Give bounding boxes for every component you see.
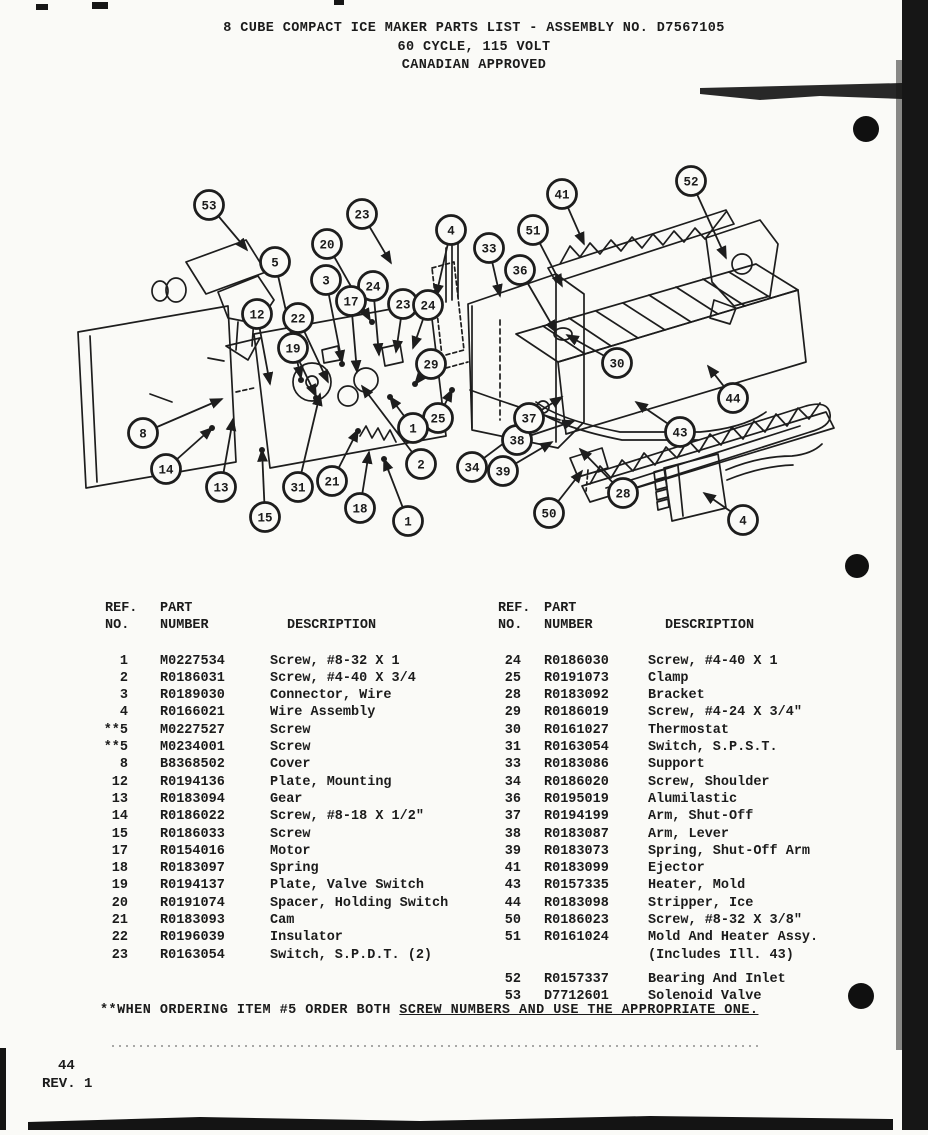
balloon-52 (677, 167, 706, 196)
balloon-21 (318, 467, 347, 496)
ref-cell: 41 (504, 861, 521, 877)
footnote-underlined: SCREW NUMBERS AND USE THE APPROPRIATE ONE. (399, 1003, 759, 1018)
table-row (100, 826, 485, 843)
ref-cell: 21 (111, 913, 128, 929)
table-row (493, 843, 888, 860)
part-cell: R0196039 (160, 930, 225, 946)
table-row (493, 947, 888, 964)
svg-text:51: 51 (525, 224, 541, 239)
desc-cell: Clamp (648, 670, 689, 686)
part-cell: R0186022 (160, 809, 225, 825)
balloon-17 (337, 287, 366, 316)
table-row (100, 739, 485, 756)
svg-text:23: 23 (354, 208, 370, 223)
table-row (100, 808, 485, 825)
svg-text:22: 22 (290, 312, 306, 327)
parts-table-right (493, 600, 888, 1006)
part-cell: B8368502 (160, 757, 225, 773)
part-cell: M0227527 (160, 722, 225, 738)
desc-cell: Spacer, Holding Switch (270, 895, 449, 911)
svg-text:25: 25 (430, 412, 446, 427)
desc-cell: Plate, Mounting (270, 774, 392, 790)
svg-text:20: 20 (319, 238, 335, 253)
desc-cell: Support (648, 757, 705, 773)
table-row (100, 670, 485, 687)
desc-cell: Connector, Wire (270, 688, 392, 704)
part-cell: R0161027 (544, 722, 609, 738)
table-row (493, 739, 888, 756)
desc-cell: Bracket (648, 688, 705, 704)
desc-cell: Screw, #8-32 X 1 (270, 653, 400, 669)
page-number: 44 (58, 1058, 75, 1074)
part-cell: R0183093 (160, 913, 225, 929)
balloon-41 (548, 180, 577, 209)
ref-cell: 13 (111, 791, 128, 807)
part-cell: R0189030 (160, 688, 225, 704)
balloon-43 (666, 418, 695, 447)
part-cell: R0183094 (160, 791, 225, 807)
balloon-36 (506, 256, 535, 285)
desc-cell: Arm, Lever (648, 826, 730, 842)
ref-cell: 29 (504, 705, 521, 721)
part-cell: R0183099 (544, 861, 609, 877)
ref-cell: 50 (504, 913, 521, 929)
part-cell: R0191074 (160, 895, 225, 911)
ref-header-line1: REF. (105, 601, 138, 616)
desc-cell: Alumilastic (648, 791, 738, 807)
ref-header-line2: NO. (498, 618, 523, 634)
balloon-1 (394, 507, 423, 536)
page-title-line1: 8 CUBE COMPACT ICE MAKER PARTS LIST - ASSEMBLY NO. D7567105 (223, 21, 725, 36)
ref-header-line2: NO. (105, 618, 130, 634)
desc-cell: Screw (270, 722, 311, 738)
svg-text:21: 21 (324, 475, 340, 490)
balloon-50 (535, 499, 564, 528)
svg-text:52: 52 (683, 175, 699, 190)
balloon-39 (489, 457, 518, 486)
svg-text:34: 34 (464, 461, 480, 476)
ref-cell: 17 (111, 843, 128, 859)
part-header-line1: PART (160, 601, 193, 616)
part-cell: R0157337 (544, 971, 609, 987)
ref-cell: 23 (111, 947, 128, 963)
desc-cell: Stripper, Ice (648, 895, 754, 911)
svg-text:8: 8 (139, 427, 147, 442)
desc-cell: Screw, #8-18 X 1/2" (270, 809, 424, 825)
desc-cell: Spring (270, 861, 319, 877)
balloon-23 (348, 200, 377, 229)
desc-cell: Bearing And Inlet (648, 971, 786, 987)
ref-cell: 44 (504, 895, 521, 911)
table-row (100, 687, 485, 704)
desc-cell: Arm, Shut-Off (648, 809, 754, 825)
footnote-prefix: **WHEN ORDERING ITEM #5 ORDER BOTH (100, 1003, 400, 1018)
table-row (100, 912, 485, 929)
ref-cell: 51 (504, 930, 521, 946)
table-row (100, 877, 485, 894)
part-cell: R0154016 (160, 843, 225, 859)
ref-cell: 24 (504, 653, 521, 669)
ref-cell: 43 (504, 878, 521, 894)
table-row (493, 929, 888, 946)
table-row (100, 756, 485, 773)
svg-text:14: 14 (158, 463, 174, 478)
svg-text:12: 12 (249, 308, 265, 323)
svg-text:5: 5 (271, 256, 279, 271)
desc-cell: Screw, Shoulder (648, 774, 770, 790)
ref-cell: 52 (504, 971, 521, 987)
revision-label: REV. 1 (42, 1076, 93, 1092)
desc-cell: Insulator (270, 930, 343, 946)
ref-cell: 53 (504, 989, 521, 1005)
table-row (493, 826, 888, 843)
part-cell: R0186030 (544, 653, 609, 669)
svg-text:3: 3 (322, 274, 330, 289)
svg-text:2: 2 (417, 458, 425, 473)
part-header-line2: NUMBER (544, 618, 593, 634)
part-cell: R0186023 (544, 913, 609, 929)
table-row (100, 860, 485, 877)
desc-cell: Screw, #4-24 X 3/4" (648, 705, 802, 721)
svg-text:19: 19 (285, 342, 301, 357)
part-cell: R0183086 (544, 757, 609, 773)
balloon-12 (243, 300, 272, 329)
desc-cell: Spring, Shut-Off Arm (648, 843, 811, 859)
balloon-2 (407, 450, 436, 479)
part-cell: R0194137 (160, 878, 225, 894)
ref-cell: 12 (111, 774, 128, 790)
ref-cell: 20 (111, 895, 128, 911)
balloon-44 (719, 384, 748, 413)
table-row (100, 722, 485, 739)
part-cell: R0186031 (160, 670, 225, 686)
table-row (493, 670, 888, 687)
desc-cell: (Includes Ill. 43) (648, 947, 794, 963)
ref-cell: 33 (504, 757, 521, 773)
desc-cell: Ejector (648, 861, 705, 877)
part-cell: M0227534 (160, 653, 225, 669)
table-row (100, 947, 485, 964)
balloon-53 (195, 191, 224, 220)
svg-text:23: 23 (395, 298, 411, 313)
table-row (493, 860, 888, 877)
page-title-line3: CANADIAN APPROVED (401, 58, 547, 73)
ref-header-line1: REF. (498, 601, 531, 616)
svg-text:39: 39 (495, 465, 511, 480)
table-header (493, 600, 888, 635)
balloon-20 (313, 230, 342, 259)
table-row (493, 877, 888, 894)
table-row (100, 704, 485, 721)
svg-text:41: 41 (554, 188, 570, 203)
balloon-24 (414, 291, 443, 320)
exploded-diagram-art (78, 210, 834, 521)
desc-cell: Screw (270, 740, 311, 756)
part-cell: R0194199 (544, 809, 609, 825)
svg-text:4: 4 (739, 514, 747, 529)
svg-text:18: 18 (352, 502, 368, 517)
scan-artifact-bottom-band (28, 1116, 893, 1130)
svg-text:15: 15 (257, 511, 273, 526)
svg-text:43: 43 (672, 426, 688, 441)
ref-cell: 8 (119, 757, 128, 773)
part-cell: R0183073 (544, 843, 609, 859)
table-header (100, 600, 485, 635)
part-cell: D7712601 (544, 989, 609, 1005)
table-row (493, 971, 888, 988)
svg-text:29: 29 (423, 358, 439, 373)
balloon-28 (609, 479, 638, 508)
desc-cell: Motor (270, 843, 311, 859)
ref-cell: **5 (103, 740, 128, 756)
desc-cell: Screw (270, 826, 311, 842)
ref-cell: 31 (504, 740, 521, 756)
ref-cell: **5 (103, 722, 128, 738)
balloon-22 (284, 304, 313, 333)
part-cell: R0186033 (160, 826, 225, 842)
ref-cell: 39 (504, 843, 521, 859)
desc-cell: Plate, Valve Switch (270, 878, 424, 894)
ref-cell: 1 (119, 653, 128, 669)
table-row (100, 895, 485, 912)
table-row (493, 704, 888, 721)
desc-cell: Solenoid Valve (648, 989, 762, 1005)
scan-artifact-left-bottom-edge (0, 1048, 6, 1130)
ref-cell: 14 (111, 809, 128, 825)
table-body-left (100, 653, 485, 964)
part-cell: R0157335 (544, 878, 609, 894)
table-row (493, 653, 888, 670)
ref-cell: 25 (504, 670, 521, 686)
balloon-3 (312, 266, 341, 295)
table-body-right (493, 653, 888, 1006)
desc-header: DESCRIPTION (665, 618, 755, 634)
balloon-37 (515, 404, 544, 433)
svg-text:44: 44 (725, 392, 741, 407)
ref-cell: 3 (119, 688, 128, 704)
table-row (493, 722, 888, 739)
svg-text:38: 38 (509, 434, 525, 449)
part-cell: R0191073 (544, 670, 609, 686)
svg-text:53: 53 (201, 199, 217, 214)
table-row (493, 791, 888, 808)
balloon-34 (458, 453, 487, 482)
part-cell: R0183098 (544, 895, 609, 911)
ref-cell (493, 947, 521, 964)
svg-text:24: 24 (420, 299, 436, 314)
table-row (493, 895, 888, 912)
desc-cell: Cover (270, 757, 311, 773)
desc-cell: Screw, #8-32 X 3/8" (648, 913, 802, 929)
balloon-19 (279, 334, 308, 363)
balloon-18 (346, 494, 375, 523)
svg-text:37: 37 (521, 412, 537, 427)
part-cell: R0161024 (544, 930, 609, 946)
desc-cell: Screw, #4-40 X 1 (648, 653, 778, 669)
ref-cell: 38 (504, 826, 521, 842)
svg-text:31: 31 (290, 481, 306, 496)
balloon-30 (603, 349, 632, 378)
balloon-13 (207, 473, 236, 502)
svg-text:17: 17 (343, 295, 359, 310)
svg-text:30: 30 (609, 357, 625, 372)
ref-cell: 28 (504, 688, 521, 704)
desc-cell: Wire Assembly (270, 705, 376, 721)
part-cell: R0195019 (544, 791, 609, 807)
desc-cell: Screw, #4-40 X 3/4 (270, 670, 416, 686)
svg-text:28: 28 (615, 487, 631, 502)
svg-text:13: 13 (213, 481, 229, 496)
table-row (493, 756, 888, 773)
ref-cell: 15 (111, 826, 128, 842)
desc-cell: Switch, S.P.D.T. (2) (270, 947, 433, 963)
part-cell: R0163054 (160, 947, 225, 963)
desc-cell: Mold And Heater Assy. (648, 930, 819, 946)
svg-text:1: 1 (409, 422, 417, 437)
ref-cell: 30 (504, 722, 521, 738)
ref-cell: 37 (504, 809, 521, 825)
table-row (493, 808, 888, 825)
part-cell: R0183097 (160, 861, 225, 877)
part-cell: R0186020 (544, 774, 609, 790)
desc-header: DESCRIPTION (287, 618, 377, 634)
part-cell: R0186019 (544, 705, 609, 721)
ref-cell: 18 (111, 861, 128, 877)
table-row (100, 774, 485, 791)
part-header-line1: PART (544, 601, 577, 616)
desc-cell: Gear (270, 791, 303, 807)
table-row (493, 687, 888, 704)
desc-cell: Heater, Mold (648, 878, 746, 894)
balloon-5 (261, 248, 290, 277)
ordering-footnote (100, 1003, 840, 1018)
part-cell: R0163054 (544, 740, 609, 756)
balloon-29 (417, 350, 446, 379)
part-cell: R0183092 (544, 688, 609, 704)
balloon-4 (729, 506, 758, 535)
ref-cell: 4 (119, 705, 128, 721)
ref-cell: 2 (119, 670, 128, 686)
table-row (493, 912, 888, 929)
ref-cell: 22 (111, 930, 128, 946)
page-title-line2: 60 CYCLE, 115 VOLT (397, 39, 551, 55)
table-row (493, 774, 888, 791)
balloon-33 (475, 234, 504, 263)
part-cell: R0183087 (544, 826, 609, 842)
part-cell: M0234001 (160, 740, 225, 756)
svg-text:4: 4 (447, 224, 455, 239)
desc-cell: Cam (270, 913, 295, 929)
table-row (100, 653, 485, 670)
parts-table-left (100, 600, 485, 964)
balloon-1 (399, 414, 428, 443)
balloon-8 (129, 419, 158, 448)
part-header-line2: NUMBER (160, 618, 209, 634)
part-cell: R0194136 (160, 774, 225, 790)
svg-text:36: 36 (512, 264, 528, 279)
svg-text:50: 50 (541, 507, 557, 522)
balloon-51 (519, 216, 548, 245)
svg-text:1: 1 (404, 515, 412, 530)
balloon-31 (284, 473, 313, 502)
table-row (100, 843, 485, 860)
part-cell: R0166021 (160, 705, 225, 721)
balloon-15 (251, 503, 280, 532)
desc-cell: Thermostat (648, 722, 730, 738)
ref-cell: 34 (504, 774, 521, 790)
svg-text:24: 24 (365, 280, 381, 295)
svg-text:33: 33 (481, 242, 497, 257)
balloon-4 (437, 216, 466, 245)
table-row (100, 929, 485, 946)
part-cell (521, 947, 648, 964)
ref-cell: 36 (504, 791, 521, 807)
desc-cell: Switch, S.P.S.T. (648, 740, 778, 756)
ref-cell: 19 (111, 878, 128, 894)
table-row (100, 791, 485, 808)
balloon-14 (152, 455, 181, 484)
